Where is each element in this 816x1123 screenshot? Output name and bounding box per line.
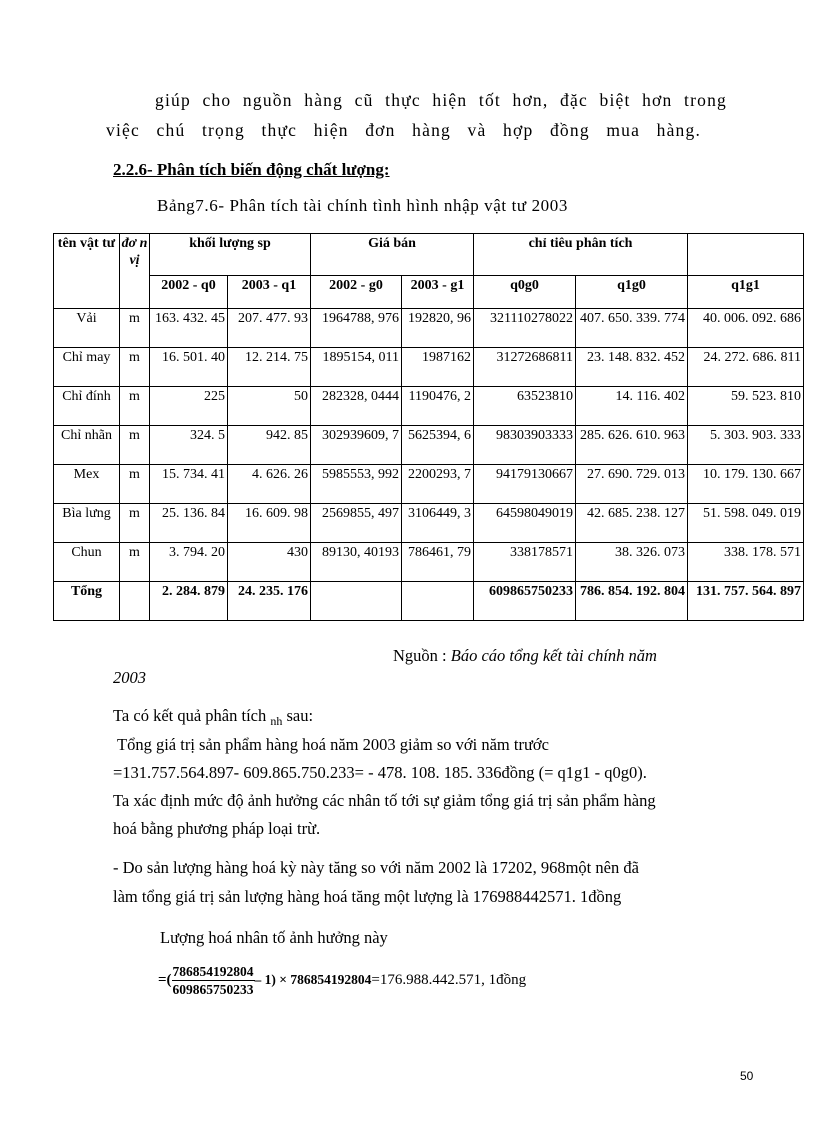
- cell-unit: m: [120, 348, 150, 387]
- header-q1g1: q1g1: [688, 276, 804, 309]
- formula-middle: – 1) × 786854192804: [254, 971, 372, 987]
- cell-total-q1: 24. 235. 176: [228, 582, 311, 621]
- cell-g0: 282328, 0444: [311, 387, 402, 426]
- cell-name: Chỉ nhãn: [54, 426, 120, 465]
- formula-prefix: =(: [158, 971, 172, 988]
- cell-unit: m: [120, 426, 150, 465]
- cell-q1: 16. 609. 98: [228, 504, 311, 543]
- cell-g0: 5985553, 992: [311, 465, 402, 504]
- cell-q1: 942. 85: [228, 426, 311, 465]
- cell-unit: m: [120, 543, 150, 582]
- cell-q0g0: 321110278022: [474, 309, 576, 348]
- cell-name: Mex: [54, 465, 120, 504]
- cell-g1: 1190476, 2: [402, 387, 474, 426]
- analysis-line-4: Ta xác định mức độ ảnh hưởng các nhân tố tới sự giảm tổng giá trị sản phẩm hàng: [113, 791, 656, 810]
- intro-line-2: việc chú trọng thực hiện đơn hàng và hợp đồng mua hàng.: [106, 120, 702, 140]
- cell-g0: 1964788, 976: [311, 309, 402, 348]
- cell-q1g0: 42. 685. 238. 127: [576, 504, 688, 543]
- cell-q0g0: 98303903333: [474, 426, 576, 465]
- cell-g0: 302939609, 7: [311, 426, 402, 465]
- cell-q1: 50: [228, 387, 311, 426]
- cell-q1: 430: [228, 543, 311, 582]
- cell-total-unit: [120, 582, 150, 621]
- cell-q0: 15. 734. 41: [150, 465, 228, 504]
- cell-q1g1: 51. 598. 049. 019: [688, 504, 804, 543]
- formula-result: =176.988.442.571, 1đồng: [371, 971, 527, 988]
- cell-q0g0: 338178571: [474, 543, 576, 582]
- header-q0: 2002 - q0: [150, 276, 228, 309]
- cell-name: Bìa lưng: [54, 504, 120, 543]
- cell-q1g0: 27. 690. 729. 013: [576, 465, 688, 504]
- table-row: [54, 387, 804, 426]
- cell-q0g0: 94179130667: [474, 465, 576, 504]
- cell-total-q1g1: 131. 757. 564. 897: [688, 582, 804, 621]
- header-price: Giá bán: [311, 234, 474, 276]
- header-unit: đơ n vị: [120, 234, 150, 309]
- analysis-line-8: Lượng hoá nhân tố ảnh hưởng này: [160, 928, 388, 947]
- cell-q1g1: 40. 006. 092. 686: [688, 309, 804, 348]
- cell-q1g1: 10. 179. 130. 667: [688, 465, 804, 504]
- cell-q1: 207. 477. 93: [228, 309, 311, 348]
- cell-q1g0: 285. 626. 610. 963: [576, 426, 688, 465]
- cell-total-q1g0: 786. 854. 192. 804: [576, 582, 688, 621]
- cell-total-g1: [402, 582, 474, 621]
- cell-total-q0g0: 609865750233: [474, 582, 576, 621]
- formula-fraction: [172, 963, 255, 998]
- cell-g1: 5625394, 6: [402, 426, 474, 465]
- table-total-row: [54, 582, 804, 621]
- table-row: [54, 465, 804, 504]
- cell-q0g0: 63523810: [474, 387, 576, 426]
- cell-g1: 2200293, 7: [402, 465, 474, 504]
- table-header-row-1: [54, 234, 804, 276]
- cell-q1: 12. 214. 75: [228, 348, 311, 387]
- cell-q0: 163. 432. 45: [150, 309, 228, 348]
- cell-name: Chun: [54, 543, 120, 582]
- cell-total-label: Tổng: [54, 582, 120, 621]
- table-row: [54, 504, 804, 543]
- analysis-line-3: =131.757.564.897- 609.865.750.233= - 478. 108. 185. 336đồng (= q1g1 - q0g0).: [113, 763, 647, 782]
- financial-analysis-table: [53, 233, 804, 621]
- header-q1g0: q1g0: [576, 276, 688, 309]
- analysis-line-2: Tổng giá trị sản phẩm hàng hoá năm 2003 giảm so với năm trước: [117, 735, 549, 754]
- table-row: [54, 426, 804, 465]
- table-caption: Bảng7.6- Phân tích tài chính tình hình nhập vật tư 2003: [157, 196, 568, 215]
- page-number: 50: [740, 1069, 754, 1083]
- header-analysis-index: chỉ tiêu phân tích: [474, 234, 688, 276]
- cell-g1: 1987162: [402, 348, 474, 387]
- formula-numerator: 786854192804: [172, 964, 254, 979]
- table-row: [54, 309, 804, 348]
- cell-unit: m: [120, 309, 150, 348]
- cell-q0g0: 31272686811: [474, 348, 576, 387]
- analysis-line-1: [113, 706, 313, 726]
- cell-q0: 16. 501. 40: [150, 348, 228, 387]
- header-g1: 2003 - g1: [402, 276, 474, 309]
- analysis-line-1-sub: nh: [270, 714, 283, 728]
- cell-q1g1: 338. 178. 571: [688, 543, 804, 582]
- cell-g1: 786461, 79: [402, 543, 474, 582]
- cell-unit: m: [120, 465, 150, 504]
- cell-g1: 192820, 96: [402, 309, 474, 348]
- source-year: 2003: [113, 668, 146, 687]
- intro-line-1: giúp cho nguồn hàng cũ thực hiện tốt hơn, đặc biệt hơn trong: [155, 90, 727, 110]
- cell-q1: 4. 626. 26: [228, 465, 311, 504]
- source-note: [393, 646, 657, 666]
- cell-q1g0: 14. 116. 402: [576, 387, 688, 426]
- cell-g1: 3106449, 3: [402, 504, 474, 543]
- table-row: [54, 543, 804, 582]
- cell-q0: 324. 5: [150, 426, 228, 465]
- cell-name: Vải: [54, 309, 120, 348]
- cell-q1g1: 59. 523. 810: [688, 387, 804, 426]
- analysis-line-1-tail: sau:: [286, 706, 314, 725]
- cell-g0: 2569855, 497: [311, 504, 402, 543]
- section-heading: 2.2.6- Phân tích biến động chất lượng:: [113, 160, 390, 179]
- cell-name: Chỉ đính: [54, 387, 120, 426]
- header-empty: [688, 234, 804, 276]
- cell-total-q0: 2. 284. 879: [150, 582, 228, 621]
- cell-q1g0: 23. 148. 832. 452: [576, 348, 688, 387]
- header-material-name: tên vật tư: [54, 234, 120, 309]
- cell-q1g1: 5. 303. 903. 333: [688, 426, 804, 465]
- cell-q1g0: 407. 650. 339. 774: [576, 309, 688, 348]
- cell-q0g0: 64598049019: [474, 504, 576, 543]
- header-quantity: khối lượng sp: [150, 234, 311, 276]
- cell-unit: m: [120, 504, 150, 543]
- analysis-line-1-text: Ta có kết quả phân tích: [113, 706, 267, 725]
- cell-q0: 25. 136. 84: [150, 504, 228, 543]
- analysis-line-7: làm tổng giá trị sản lượng hàng hoá tăng một lượng là 176988442571. 1đồng: [113, 887, 622, 906]
- cell-q0: 3. 794. 20: [150, 543, 228, 582]
- analysis-line-6: - Do sản lượng hàng hoá kỳ này tăng so với năm 2002 là 17202, 968một nên đã: [113, 858, 639, 877]
- header-g0: 2002 - g0: [311, 276, 402, 309]
- cell-q1g1: 24. 272. 686. 811: [688, 348, 804, 387]
- cell-q0: 225: [150, 387, 228, 426]
- cell-g0: 89130, 40193: [311, 543, 402, 582]
- table-header-row-2: [54, 276, 804, 309]
- source-label: Nguồn :: [393, 646, 447, 665]
- formula: [158, 963, 526, 998]
- cell-g0: 1895154, 011: [311, 348, 402, 387]
- analysis-line-5: hoá bằng phương pháp loại trừ.: [113, 819, 321, 838]
- formula-denominator: 609865750233: [172, 982, 254, 997]
- header-q1: 2003 - q1: [228, 276, 311, 309]
- cell-unit: m: [120, 387, 150, 426]
- cell-total-g0: [311, 582, 402, 621]
- cell-name: Chỉ may: [54, 348, 120, 387]
- cell-q1g0: 38. 326. 073: [576, 543, 688, 582]
- header-q0g0: q0g0: [474, 276, 576, 309]
- source-text: Báo cáo tổng kết tài chính năm: [450, 646, 657, 665]
- table-row: [54, 348, 804, 387]
